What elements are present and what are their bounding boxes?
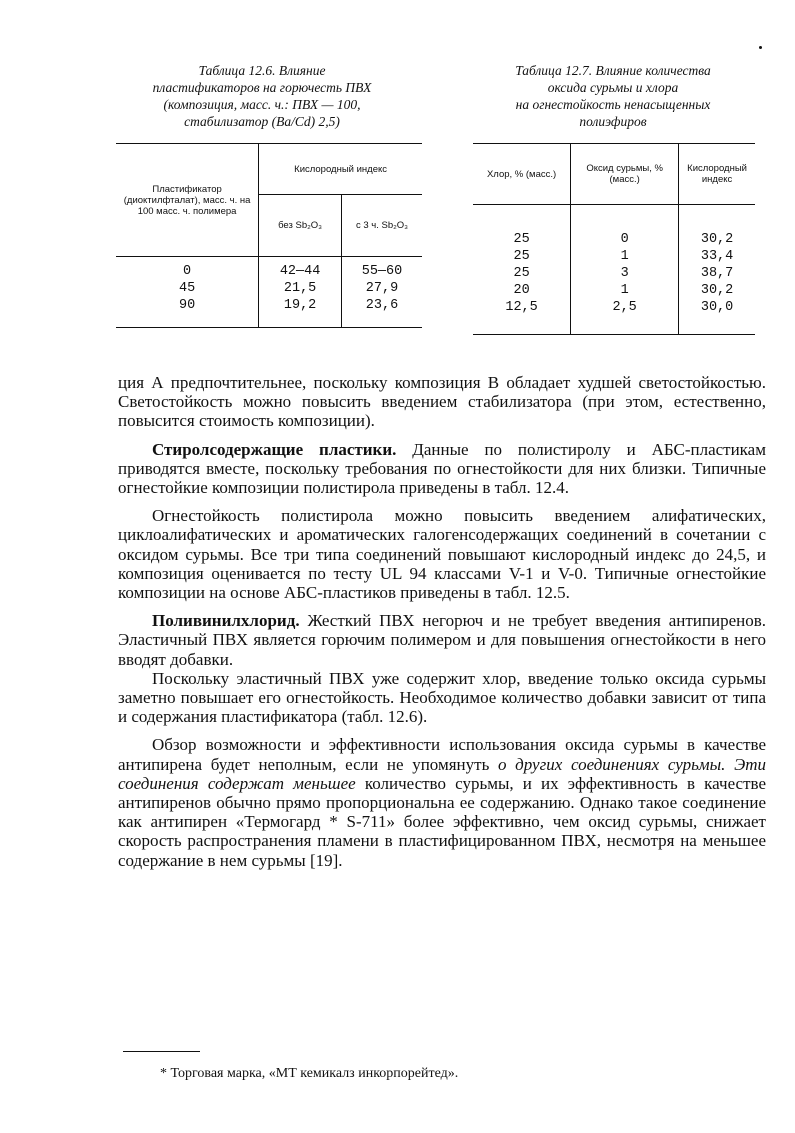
paragraph: [118, 611, 766, 669]
section-heading-styrene: Стиролсодержащие пластики.: [152, 439, 397, 459]
paragraph-text: количество сурьмы, и их эффективность в качестве антипиренов обычно прямо пропорциональна ее содержанию. Однако такое соединение как антипирен «Термогард * S-711» более эффективно, чем оксид сурьмы, снижает скорость распространения пламени в пластифицированном ПВХ, несмотря на меньшее содержание в нем сурьмы [19].: [118, 773, 766, 870]
with-sb2o3-column: [342, 257, 423, 328]
table-cell: 21,5: [283, 281, 317, 296]
paragraph: Поскольку эластичный ПВХ уже содержит хлор, введение только оксида сурьмы заметно повышает его огнестойкость. Необходимое количество добавки зависит от типа и содержания пластификатора (табл. 12.6).: [118, 668, 766, 727]
paragraph: Огнестойкость полистирола можно повысить введением алифатических, циклоалифатических и ароматических галогенсодержащих соединений в сочетании с оксидом сурьмы. Все три типа соединений повышают кислородный индекс до 24,5, и композиция оценивается по тесту UL 94 классами V-1 и V-0. Типичные огнестойкие композиции на основе АБС-пластиков приведены в табл. 12.5.: [118, 506, 766, 603]
caption-line: пластификаторов на горючесть ПВХ: [152, 80, 372, 95]
table-12-7-caption: [468, 62, 758, 130]
paragraph: [118, 735, 766, 869]
col-antimony-oxide-header: Оксид сурьмы, % (масс.): [571, 144, 679, 205]
oxygen-index-column: [679, 205, 755, 335]
col-plasticizer-header: Пластификатор (диоктилфталат), масс. ч. на 100 масс. ч. полимера: [123, 183, 251, 217]
table-cell: 30,2: [700, 283, 734, 298]
paragraph: [118, 440, 766, 498]
plasticizer-column: [116, 257, 259, 328]
table-cell: 2,5: [612, 300, 637, 315]
caption-line: полиэфиров: [579, 114, 647, 129]
paragraph-italic-text: о других соединениях сурьмы. Эти соединения содержат меньшее: [118, 754, 766, 793]
col-with-sb2o3-header: с 3 ч. Sb₂O₃: [342, 195, 423, 257]
col-oxygen-index-header: Кислородный индекс: [679, 144, 755, 205]
table-cell: 12,5: [505, 300, 538, 315]
caption-line: (композиция, масс. ч.: ПВХ — 100,: [163, 97, 361, 112]
caption-line: стабилизатор (Ba/Cd) 2,5): [184, 114, 340, 129]
paragraph-text: Данные по полистиролу и АБС-пластикам приводятся вместе, поскольку требования по огнестойкости для них близки. Типичные огнестойкие композиции полистирола приведены в табл. 12.4.: [118, 439, 766, 498]
table-cell: 20: [513, 283, 530, 298]
table-cell: 23,6: [365, 298, 399, 313]
col-chlorine-header: Хлор, % (масс.): [473, 144, 571, 205]
table-cell: 38,7: [700, 266, 734, 281]
table-cell: 25: [513, 232, 530, 247]
table-cell: 3: [620, 266, 629, 281]
section-heading-pvc: Поливинилхлорид.: [152, 611, 300, 631]
paragraph-text: Обзор возможности и эффективности использования оксида сурьмы в качестве антипирена будет неполным, если не упомянуть: [118, 735, 766, 774]
table-cell: 25: [513, 266, 530, 281]
chlorine-column: [473, 205, 571, 335]
caption-line: оксида сурьмы и хлора: [547, 80, 679, 95]
table-cell: 19,2: [283, 298, 317, 313]
table-cell: 1: [620, 249, 629, 264]
caption-line: Таблица 12.6. Влияние: [198, 63, 326, 78]
table-cell: 25: [513, 249, 530, 264]
col-without-sb2o3-header: без Sb₂O₃: [259, 195, 342, 257]
antimony-oxide-column: [571, 205, 679, 335]
footnote: * Торговая марка, «МТ кемикалз инкорпорейтед».: [160, 1066, 459, 1081]
table-cell: 30,0: [700, 300, 734, 315]
caption-line: на огнестойкость ненасыщенных: [515, 97, 711, 112]
caption-line: Таблица 12.7. Влияние количества: [515, 63, 711, 78]
footnote-rule: [123, 1051, 200, 1052]
col-oxygen-index-header: Кислородный индекс: [259, 144, 422, 195]
table-cell: 0: [620, 232, 629, 247]
table-cell: 90: [178, 298, 196, 313]
table-12-6-caption: [112, 62, 412, 130]
table-cell: 30,2: [700, 232, 734, 247]
table-cell: 42—44: [279, 264, 321, 279]
table-cell: 33,4: [700, 249, 734, 264]
table-cell: 27,9: [365, 281, 399, 296]
paragraph: ция А предпочтительнее, поскольку композиция В обладает худшей светостойкостью. Светостойкость можно повысить введением стабилизатора (при этом, естественно, повысится стоимость композиции).: [118, 373, 766, 431]
paragraph-text: Жесткий ПВХ негорюч и не требует введения антипиренов. Эластичный ПВХ является горючим полимером и для повышения огнестойкости в него вводят добавки.: [118, 611, 766, 669]
without-sb2o3-column: [259, 257, 342, 328]
table-cell: 1: [620, 283, 629, 298]
table-12-7: [473, 143, 755, 335]
table-cell: 0: [183, 264, 192, 279]
table-cell: 55—60: [361, 264, 403, 279]
body-text: [118, 373, 766, 870]
table-12-6: [116, 143, 422, 328]
page-mark: [759, 46, 762, 49]
table-cell: 45: [178, 281, 196, 296]
